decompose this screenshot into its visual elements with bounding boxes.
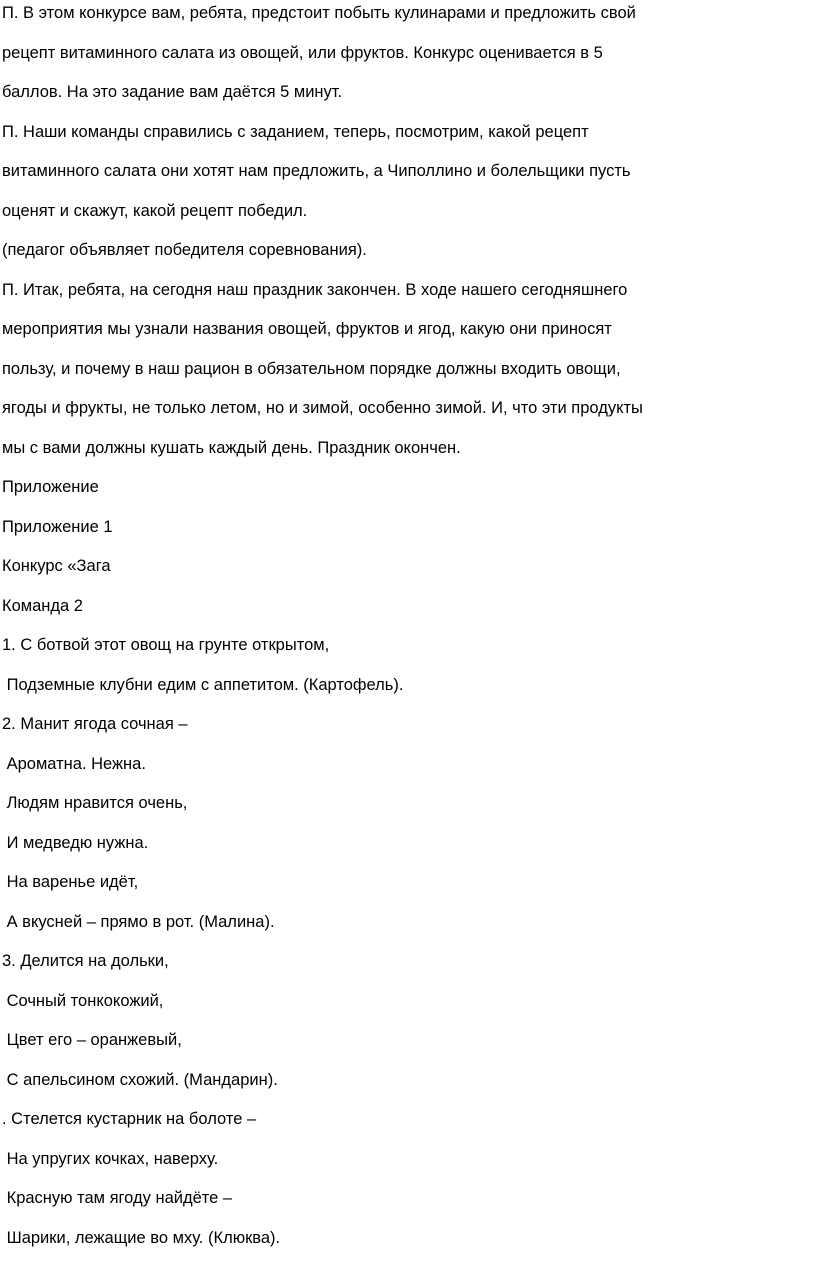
text-line: оценят и скажут, какой рецепт победил.: [2, 198, 814, 238]
text-line: П. Итак, ребята, на сегодня наш праздник закончен. В ходе нашего сегодняшнего: [2, 277, 814, 317]
heading-contest: Конкурс «Зага: [2, 553, 814, 593]
text-line: П. В этом конкурсе вам, ребята, предстоит побыть кулинарами и предложить свой: [2, 0, 814, 40]
text-line: ягоды и фрукты, не только летом, но и зимой, особенно зимой. И, что эти продукты: [2, 395, 814, 435]
document-page: [2, 0, 814, 1264]
riddle-line: Ароматна. Нежна.: [2, 751, 814, 791]
text-line: мы с вами должны кушать каждый день. Праздник окончен.: [2, 435, 814, 475]
riddle-line: Сочный тонкокожий,: [2, 988, 814, 1028]
riddle-line: Людям нравится очень,: [2, 790, 814, 830]
riddle-line: Подземные клубни едим с аппетитом. (Картофель).: [2, 672, 814, 712]
riddle-line: На упругих кочках, наверху.: [2, 1146, 814, 1186]
heading-appendix-1: Приложение 1: [2, 514, 814, 554]
heading-appendix: Приложение: [2, 474, 814, 514]
text-line: рецепт витаминного салата из овощей, или фруктов. Конкурс оценивается в 5: [2, 40, 814, 80]
text-line: мероприятия мы узнали названия овощей, фруктов и ягод, какую они приносят: [2, 316, 814, 356]
text-line: пользу, и почему в наш рацион в обязательном порядке должны входить овощи,: [2, 356, 814, 396]
riddle-line: На варенье идёт,: [2, 869, 814, 909]
riddle-line: С апельсином схожий. (Мандарин).: [2, 1067, 814, 1107]
text-line: (педагог объявляет победителя соревнования).: [2, 237, 814, 277]
text-line: баллов. На это задание вам даётся 5 минут.: [2, 79, 814, 119]
riddle-line: . Стелется кустарник на болоте –: [2, 1106, 814, 1146]
riddle-line: 2. Манит ягода сочная –: [2, 711, 814, 751]
text-line: витаминного салата они хотят нам предложить, а Чиполлино и болельщики пусть: [2, 158, 814, 198]
text-line: П. Наши команды справились с заданием, теперь, посмотрим, какой рецепт: [2, 119, 814, 159]
riddle-line: Красную там ягоду найдёте –: [2, 1185, 814, 1225]
riddle-line: А вкусней – прямо в рот. (Малина).: [2, 909, 814, 949]
riddle-line: Шарики, лежащие во мху. (Клюква).: [2, 1225, 814, 1264]
riddle-line: 1. С ботвой этот овощ на грунте открытом,: [2, 632, 814, 672]
riddle-line: И медведю нужна.: [2, 830, 814, 870]
riddle-line: 3. Делится на дольки,: [2, 948, 814, 988]
riddle-line: Цвет его – оранжевый,: [2, 1027, 814, 1067]
heading-team: Команда 2: [2, 593, 814, 633]
